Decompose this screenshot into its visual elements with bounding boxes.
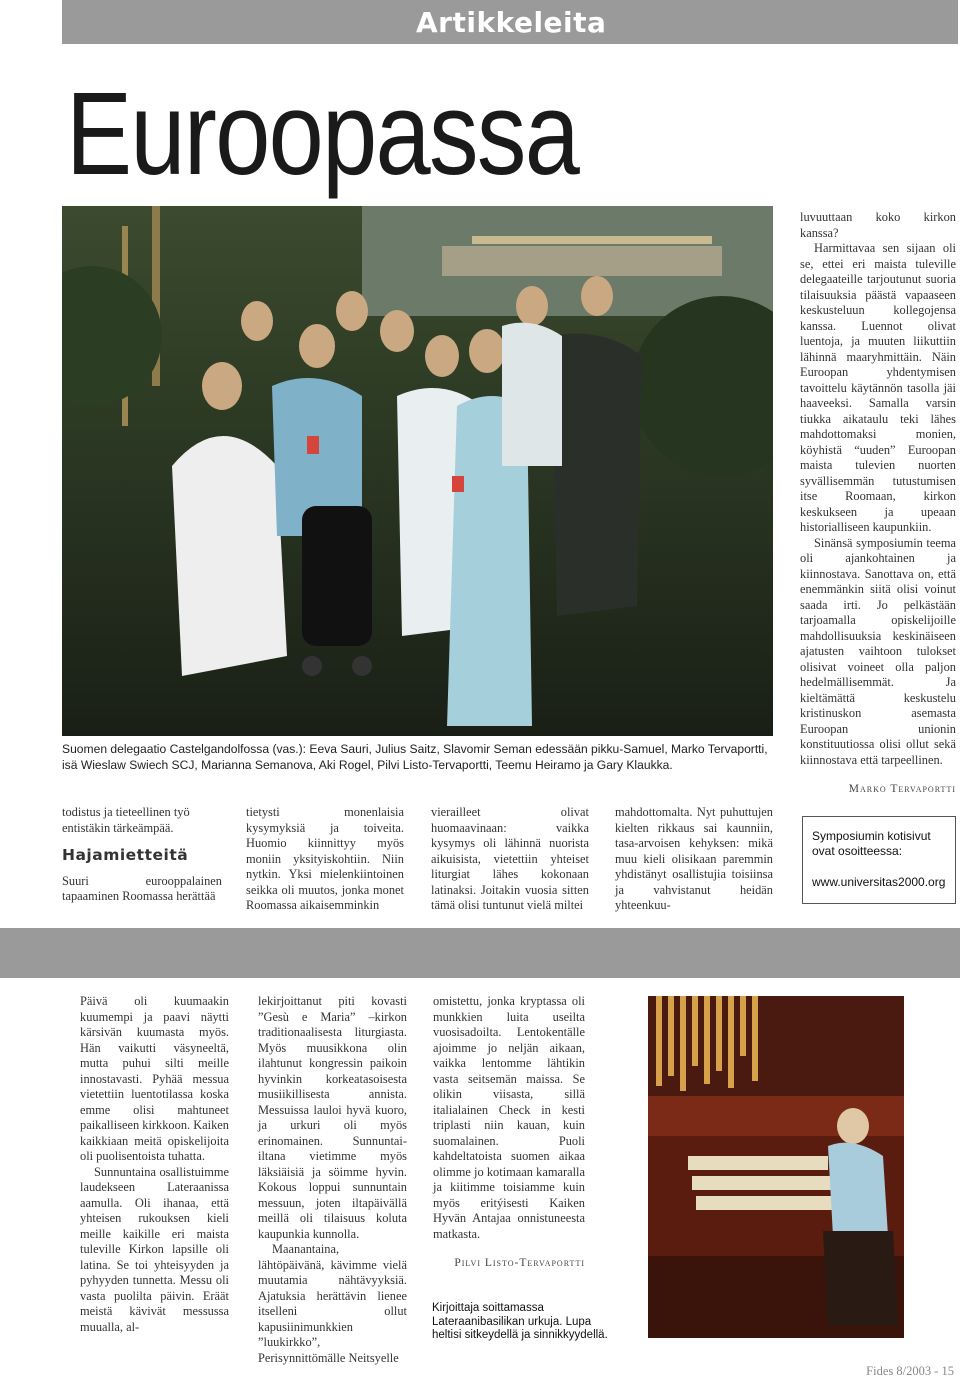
paragraph: luvuuttaan koko kirkon kanssa? — [800, 210, 956, 240]
organ-photo-caption: Kirjoittaja soittamassa Lateraanibasilikan urkuja. Lupa heltisi sitkeydellä ja sinnikkyydellä. — [432, 1302, 608, 1341]
paragraph: todistus ja tieteellinen työ entistäkin tärkeämpää. — [62, 805, 190, 835]
paragraph: Sunnuntaina osallistuimme laudekseen Lateraanissa aamulla. Oli ihanaa, että yhteisen rukouksen kieli meille kaikille eri maista tuleville Kirkon lapsille oli latina. Se toi yhteisyyden ja pyhyyden tunnetta. Messu oli vasta puolilta päivin. Eräät meistä kävivät messussa muualla, al- — [80, 1164, 229, 1334]
mid-column-3 — [431, 805, 589, 914]
mid-column-4 — [615, 805, 773, 914]
group-photo — [62, 206, 773, 736]
page-footer: Fides 8/2003 - 15 — [866, 1364, 954, 1378]
author-signature: Pilvi Listo-Tervaportti — [454, 1257, 585, 1269]
paragraph: Maanantaina, lähtöpäivänä, kävimme vielä muutamia nähtävyyksiä. Ajatuksia herättävin lienee itselleni ollut kapusiinimunkkien ”luukirkko”, Perisynnittömälle Neitsyelle — [258, 1242, 407, 1365]
group-photo-image — [62, 206, 773, 736]
author-signature: Marko Tervaportti — [848, 783, 956, 795]
separator-band — [0, 928, 960, 978]
paragraph: tietysti monenlaisia kysymyksiä ja toiveita. Huomio kiinnittyy myös moniin yksityiskohtiin. Niin nytkin. Yksi mielenkiintoinen seikka oli muutos, jonka monet Roomassa aikaisemminkin — [246, 805, 404, 912]
bottom-column-2 — [258, 994, 407, 1366]
bottom-column-3 — [433, 994, 585, 1272]
group-photo-caption: Suomen delegaatio Castelgandolfossa (vas.): Eeva Sauri, Julius Saitz, Slavomir Seman edessään pikku-Samuel, Marko Tervaportti, isä Wieslaw Swiech SCJ, Marianna Semanova, Aki Rogel, Pilvi Listo-Tervaportti, Teemu Heiramo ja Gary Klaukka. — [62, 742, 768, 772]
mid-column-1 — [62, 805, 222, 905]
paragraph: vierailleet olivat huomaavinaan: vaikka kysymys oli lähinnä nuorista aikuisista, vietettiin yhteiset liturgiat lähes kokonaan latinaksi. Joitakin vuosia sitten tämä olisi tuntunut vielä miltei — [431, 805, 589, 912]
paragraph: Päivä oli kuumaakin kuumempi ja paavi näytti kärsivän kuumasta myös. Hän vaikutti väsyneeltä, mutta puhui silti meille innostavasti. Pyhää messua vietettiin luentotilassa koska emme olisi mahtuneet paikalliseen kirkkoon. Kaiken kaikkiaan meitä opiskelijoita oli puolisentoista tuhatta. — [80, 994, 229, 1163]
right-text-column — [800, 210, 956, 798]
article-title: Euroopassa — [66, 68, 579, 200]
paragraph: omistettu, jonka kryptassa oli munkkien luita useilta vuosisadoilta. Lentokentälle ajoimme jo neljän aikaan, vaikka lentomme lähtikin vasta seitsemän maissa. Se olikin viisasta, sillä italialainen Check in kesti triplasti niin kauan, kuin suomalainen. Puoli kahdeltatoista suomen aikaa olimme jo kotimaan kamaralla ja kiitimme toisiamme kuin myös eritýisesti Kaiken Hyvän Antajaa onnistuneesta matkasta. — [433, 994, 585, 1241]
info-box-url[interactable]: www.universitas2000.org — [812, 875, 946, 889]
info-box — [802, 816, 956, 904]
organ-photo-image — [648, 996, 904, 1338]
paragraph: lekirjoittanut piti kovasti ”Gesù e Maria” –kirkon traditionaalisesta liturgiasta. Myös muusikkona olin ilahtunut kongressin paikoin hyvinkin korkeatasoisesta musiikillisesta annista. Messuissa lauloi hyvä kuoro, ja urkuri oli myös erinomainen. Sunnuntai-iltana vietimme myös läksiäisiä ja söimme hyvin. Kokous loppui sunnuntain messuun, joten iltapäivällä meillä oli tilaisuus koluta kaupunkia kunnolla. — [258, 994, 407, 1241]
organ-photo — [648, 996, 904, 1338]
paragraph: Harmittavaa sen sijaan oli se, ettei eri maista tuleville delegaateille tarjoutunut suoria tilaisuuksia päästä vapaaseen keskusteluun kollegojensa kanssa. Luennot olivat luentoja, ja muuten liikuttiin lähinnä maaryhmittäin. Näin Euroopan yhdentymisen tavoittelu käytännön tasolla jäi haaveeksi. Samalla varsin tiukka aikataulu teki lähes mahdottomaksi monien, köyhistä “uuden” Euroopan maista tulevien nuorten syvällisemmän tutustumisen itse Roomaan, kirkon keskukseen ja upeaan historialliseen kaupunkiin. — [800, 241, 956, 534]
section-label: Artikkeleita — [416, 6, 607, 39]
info-box-text: Symposiumin kotisivut ovat osoitteessa: — [812, 829, 931, 858]
paragraph: Suuri eurooppalainen tapaaminen Roomassa herättää — [62, 873, 222, 903]
paragraph: Sinänsä symposiumin teema oli ajankohtainen ja kiinnostava. Sanottava on, että enemmänkin siitä olisi voinut saada irti. Jo pelkästään tarjoamalla opiskelijoille mahdollisuuksia keskinäiseen ajatusten vaihtoon tulokset olisivat voineet olla paljon hedelmällisemmät. Ja kieltämättä keskustelu kristinuskon asemasta Euroopan unionin konstituutiossa olisi ollut sekä kiinnostava että tarpeellinen. — [800, 535, 956, 767]
paragraph: mahdottomalta. Nyt puhuttujen kielten rikkaus sai kaunniin, tasa-arvoisen kehyksen: mikä muu kieli olisikaan paremmin yhdistänyt osallistujia toisiinsa ja vahvistanut heidän yhteenkuu- — [615, 805, 773, 912]
mid-column-2 — [246, 805, 404, 914]
bottom-column-1 — [80, 994, 229, 1335]
subheading: Hajamietteitä — [62, 846, 189, 864]
